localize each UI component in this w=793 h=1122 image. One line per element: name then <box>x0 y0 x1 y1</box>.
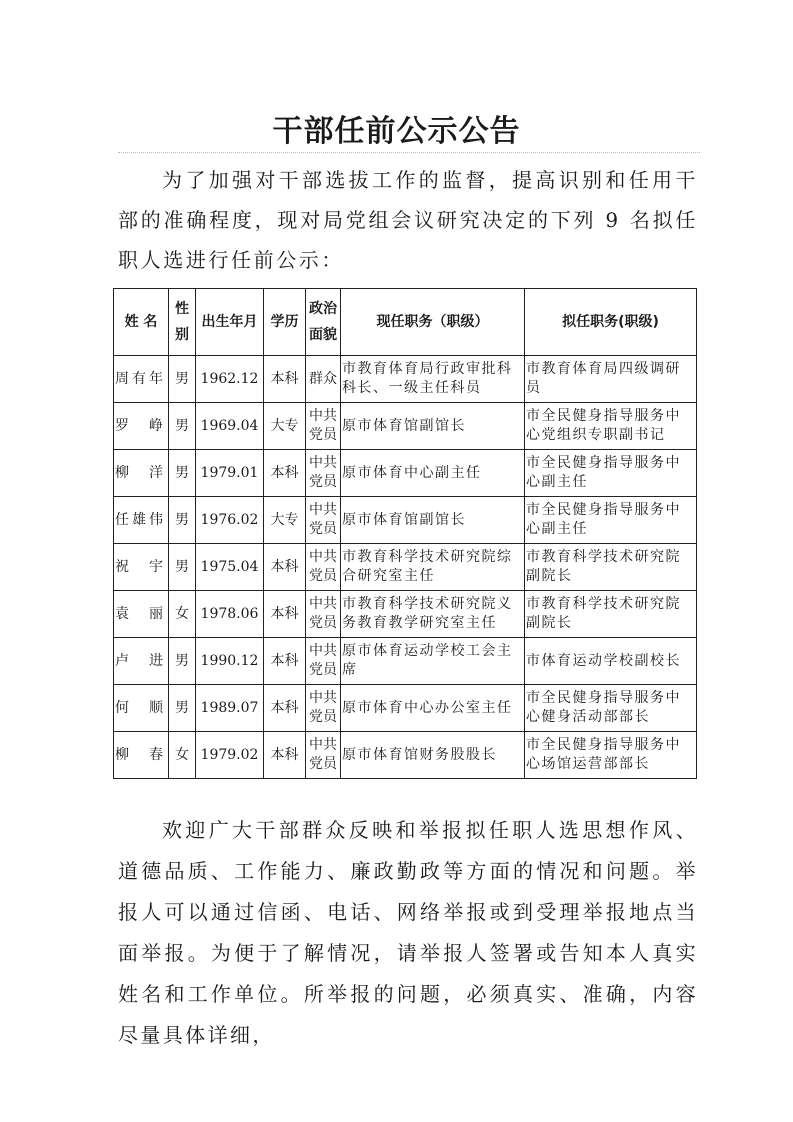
cell-current-position: 原市体育馆财务股股长 <box>341 732 525 779</box>
cell-current-position: 原市体育中心办公室主任 <box>341 685 525 732</box>
header-education: 学历 <box>264 289 306 356</box>
cell-education: 本科 <box>264 356 306 403</box>
cell-current-position: 市教育体育局行政审批科科长、一级主任科员 <box>341 356 525 403</box>
cell-name: 罗 峥 <box>114 403 169 450</box>
cell-gender: 男 <box>169 356 196 403</box>
cell-proposed-position: 市教育科学技术研究院副院长 <box>525 591 697 638</box>
header-proposed-position: 拟任职务(职级) <box>525 289 697 356</box>
cell-politics: 中共党员 <box>306 544 341 591</box>
cell-education: 本科 <box>264 732 306 779</box>
cell-gender: 女 <box>169 732 196 779</box>
cell-gender: 男 <box>169 403 196 450</box>
cell-birth: 1975.04 <box>196 544 264 591</box>
table-row <box>114 638 697 685</box>
cell-birth: 1989.07 <box>196 685 264 732</box>
cell-proposed-position: 市全民健身指导服务中心健身活动部部长 <box>525 685 697 732</box>
header-gender-line: 性 <box>175 301 189 317</box>
cell-education: 大专 <box>264 403 306 450</box>
cell-education: 本科 <box>264 544 306 591</box>
cell-name: 任雄伟 <box>114 497 169 544</box>
header-current-position: 现任职务（职级） <box>341 289 525 356</box>
cell-name: 周有年 <box>114 356 169 403</box>
table-row <box>114 356 697 403</box>
title-divider <box>118 152 700 153</box>
cell-name: 何 顺 <box>114 685 169 732</box>
header-politics-line: 政治 <box>309 301 337 317</box>
cell-birth: 1978.06 <box>196 591 264 638</box>
header-politics-line: 面貌 <box>309 327 337 343</box>
cell-birth: 1979.01 <box>196 450 264 497</box>
cell-current-position: 原市体育中心副主任 <box>341 450 525 497</box>
cell-education: 本科 <box>264 591 306 638</box>
cell-birth: 1990.12 <box>196 638 264 685</box>
cell-proposed-position: 市教育科学技术研究院副院长 <box>525 544 697 591</box>
header-name: 姓 名 <box>114 289 169 356</box>
cell-current-position: 原市体育馆副馆长 <box>341 403 525 450</box>
table-row <box>114 403 697 450</box>
cell-name: 柳 洋 <box>114 450 169 497</box>
cell-current-position: 原市体育馆副馆长 <box>341 497 525 544</box>
cell-birth: 1979.02 <box>196 732 264 779</box>
intro-paragraph: 为了加强对干部选拔工作的监督，提高识别和任用干部的准确程度，现对局党组会议研究决定的下列 9 名拟任职人选进行任前公示： <box>118 168 698 272</box>
cell-birth: 1969.04 <box>196 403 264 450</box>
table-header-row <box>114 289 697 356</box>
cell-gender: 男 <box>169 497 196 544</box>
cell-education: 大专 <box>264 497 306 544</box>
table-row <box>114 685 697 732</box>
cell-politics: 中共党员 <box>306 638 341 685</box>
table-row <box>114 732 697 779</box>
header-gender-line: 别 <box>175 327 189 343</box>
candidates-table <box>113 288 697 779</box>
closing-paragraph: 欢迎广大干部群众反映和举报拟任职人选思想作风、道德品质、工作能力、廉政勤政等方面的情况和问题。举报人可以通过信函、电话、网络举报或到受理举报地点当面举报。为便于了解情况，请举报人签署或告知本人真实姓名和工作单位。所举报的问题，必须真实、准确，内容尽量具体详细， <box>118 818 698 1047</box>
cell-proposed-position: 市全民健身指导服务中心党组织专职副书记 <box>525 403 697 450</box>
cell-politics: 中共党员 <box>306 497 341 544</box>
cell-education: 本科 <box>264 685 306 732</box>
cell-education: 本科 <box>264 450 306 497</box>
cell-proposed-position: 市全民健身指导服务中心副主任 <box>525 497 697 544</box>
cell-current-position: 原市体育运动学校工会主席 <box>341 638 525 685</box>
page-title: 干部任前公示公告 <box>272 114 521 149</box>
cell-current-position: 市教育科学技术研究院义务教育教学研究室主任 <box>341 591 525 638</box>
cell-politics: 中共党员 <box>306 732 341 779</box>
cell-politics: 中共党员 <box>306 403 341 450</box>
cell-education: 本科 <box>264 638 306 685</box>
header-politics <box>306 289 341 356</box>
cell-politics: 群众 <box>306 356 341 403</box>
cell-name: 袁 丽 <box>114 591 169 638</box>
cell-politics: 中共党员 <box>306 450 341 497</box>
cell-politics: 中共党员 <box>306 591 341 638</box>
cell-name: 柳 春 <box>114 732 169 779</box>
table-row <box>114 450 697 497</box>
cell-gender: 男 <box>169 544 196 591</box>
cell-birth: 1962.12 <box>196 356 264 403</box>
table-row <box>114 497 697 544</box>
cell-proposed-position: 市全民健身指导服务中心场馆运营部部长 <box>525 732 697 779</box>
header-gender <box>169 289 196 356</box>
cell-proposed-position: 市教育体育局四级调研员 <box>525 356 697 403</box>
cell-birth: 1976.02 <box>196 497 264 544</box>
cell-gender: 女 <box>169 591 196 638</box>
cell-proposed-position: 市体育运动学校副校长 <box>525 638 697 685</box>
table-row <box>114 591 697 638</box>
cell-politics: 中共党员 <box>306 685 341 732</box>
cell-proposed-position: 市全民健身指导服务中心副主任 <box>525 450 697 497</box>
cell-name: 卢 进 <box>114 638 169 685</box>
table-row <box>114 544 697 591</box>
cell-name: 祝 宇 <box>114 544 169 591</box>
cell-gender: 男 <box>169 638 196 685</box>
cell-gender: 男 <box>169 450 196 497</box>
cell-gender: 男 <box>169 685 196 732</box>
cell-current-position: 市教育科学技术研究院综合研究室主任 <box>341 544 525 591</box>
header-birth: 出生年月 <box>196 289 264 356</box>
